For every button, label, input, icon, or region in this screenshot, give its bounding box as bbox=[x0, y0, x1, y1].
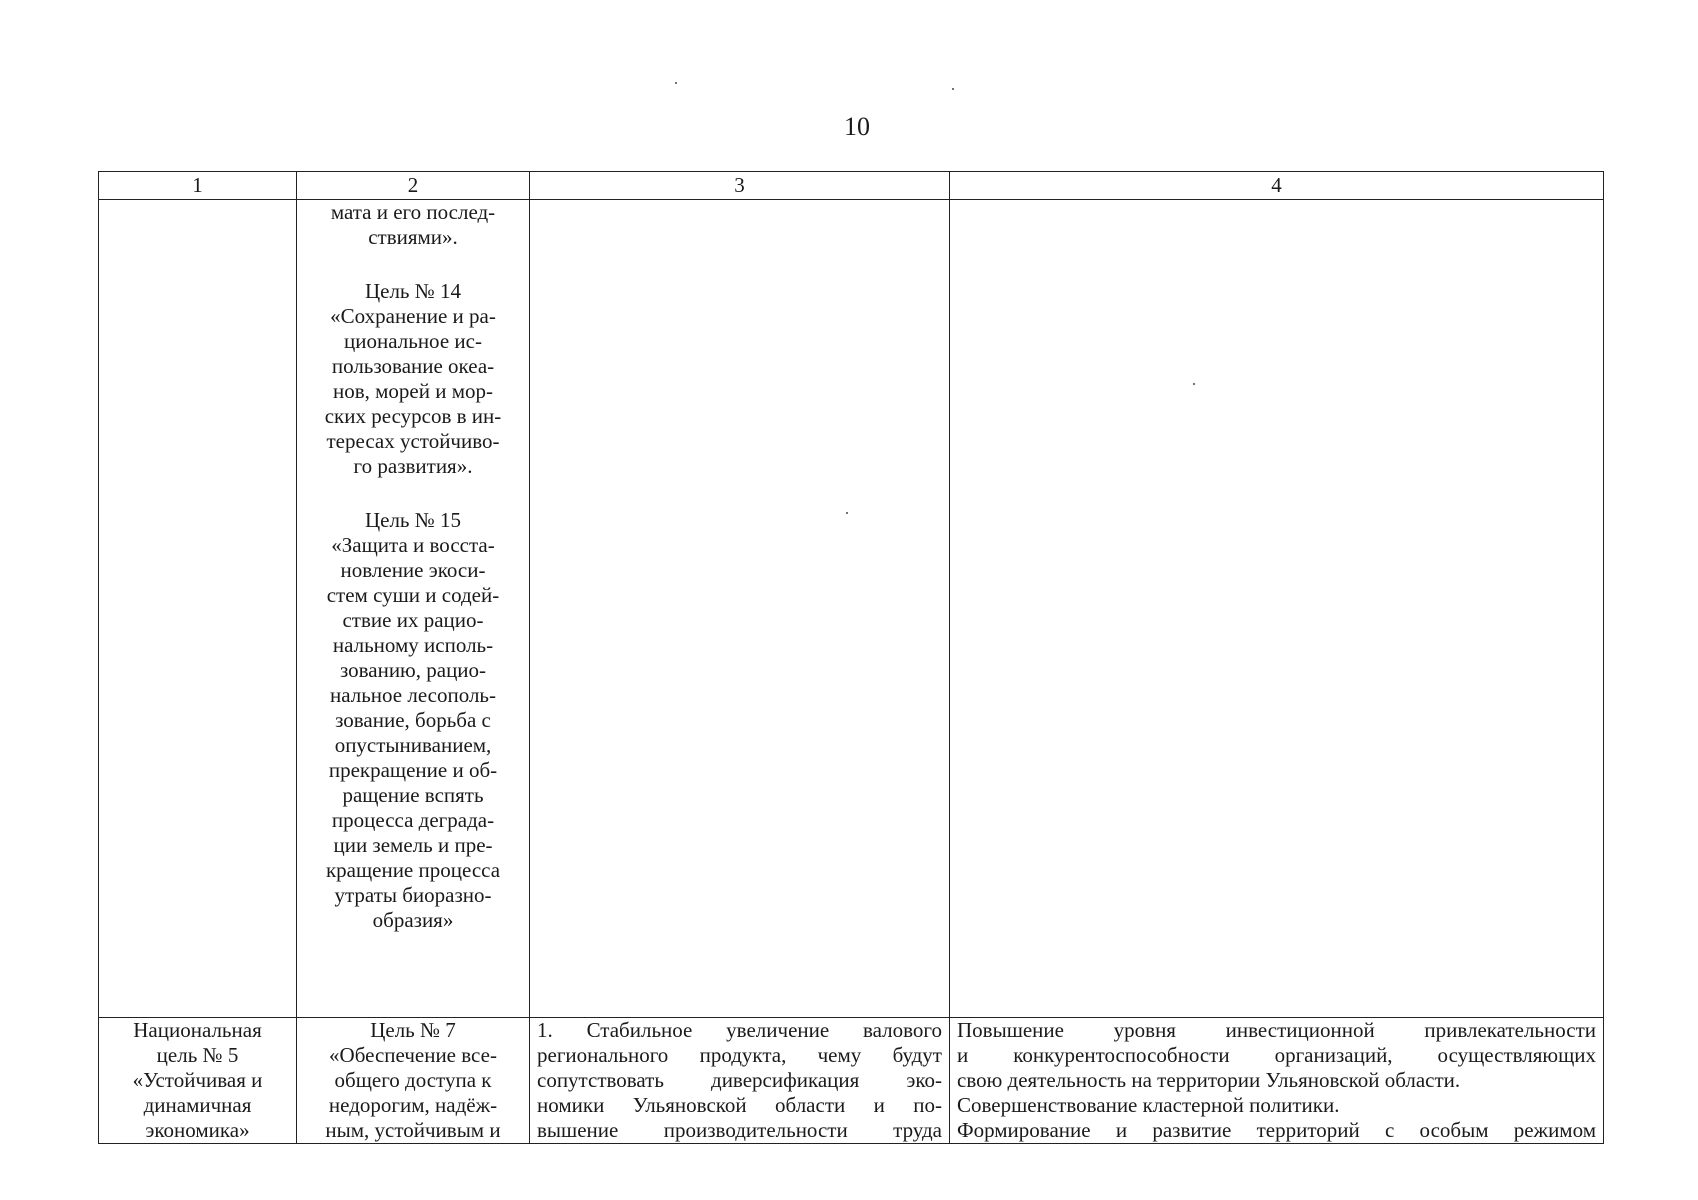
cell-line: динамичная bbox=[143, 1093, 252, 1117]
cell-line: «Защита и восста- bbox=[331, 533, 495, 557]
cell-line: нальное лесополь- bbox=[329, 683, 497, 707]
cell-line: «Обеспечение все- bbox=[329, 1043, 497, 1067]
cell-line: процесса деграда- bbox=[331, 808, 495, 832]
cell-line: зованию, рацио- bbox=[339, 658, 487, 682]
cell-line: стем суши и содей- bbox=[326, 583, 500, 607]
cell-line: «Сохранение и ра- bbox=[330, 304, 496, 328]
national-goal-cell bbox=[99, 1018, 297, 1144]
cell-line: Национальная bbox=[133, 1018, 262, 1042]
cell-line: цель № 5 bbox=[156, 1043, 239, 1067]
cell-line: Цель № 14 bbox=[364, 279, 462, 303]
column-number: 3 bbox=[530, 172, 950, 200]
cell-line: ным, устойчивым и bbox=[325, 1118, 501, 1142]
cell-line: ращение вспять bbox=[342, 783, 484, 807]
page-number: 10 bbox=[844, 112, 870, 141]
cell-line: пользование океа- bbox=[331, 354, 495, 378]
cell-line: зование, борьба с bbox=[335, 708, 491, 732]
cell-line: экономика» bbox=[145, 1118, 250, 1142]
measures-cell bbox=[950, 1018, 1604, 1144]
sdg-cell bbox=[297, 1018, 530, 1144]
cell-line: утраты биоразно- bbox=[334, 883, 492, 907]
cell-line: Цель № 7 bbox=[370, 1018, 456, 1042]
cell-line: вышение производительности труда bbox=[537, 1118, 942, 1142]
column-number: 2 bbox=[297, 172, 530, 200]
cell-line: Повышение уровня инвестиционной привлекательности bbox=[957, 1018, 1596, 1042]
cell-line: номики Ульяновской области и по- bbox=[537, 1093, 942, 1117]
cell-line: опустыниванием, bbox=[334, 733, 492, 757]
cell-line: общего доступа к bbox=[334, 1068, 492, 1092]
cell-line: Цель № 15 bbox=[364, 508, 462, 532]
cell-line: 1. Стабильное увеличение валового bbox=[537, 1018, 942, 1042]
cell-line: ствие их рацио- bbox=[342, 608, 484, 632]
sdg-cell bbox=[297, 200, 530, 1018]
column-number-row bbox=[99, 172, 1604, 200]
cell-line: тересах устойчиво- bbox=[326, 429, 500, 453]
cell-line: регионального продукта, чему будут bbox=[537, 1043, 942, 1067]
column-number: 4 bbox=[950, 172, 1604, 200]
cell-line: мата и его послед- bbox=[330, 200, 496, 224]
cell-line: и конкурентоспособности организаций, осуществляющих bbox=[957, 1043, 1596, 1067]
cell-line: недорогим, надёж- bbox=[328, 1093, 498, 1117]
table-row bbox=[99, 1018, 1604, 1144]
cell-line: го развития». bbox=[353, 454, 473, 478]
scan-speck bbox=[675, 82, 677, 84]
cell-line: ции земель и пре- bbox=[333, 833, 493, 857]
table-row bbox=[99, 200, 1604, 1018]
cell-line: нальному исполь- bbox=[332, 633, 494, 657]
scan-speck bbox=[952, 88, 954, 90]
cell-line: сопутствовать диверсификация эко- bbox=[537, 1068, 942, 1092]
cell-line: образия» bbox=[372, 908, 454, 932]
cell-line: ствиями». bbox=[368, 225, 458, 249]
cell-line: Совершенствование кластерной политики. bbox=[957, 1093, 1340, 1117]
outcome-cell bbox=[530, 1018, 950, 1144]
cell-line: ских ресурсов в ин- bbox=[324, 404, 502, 428]
cell-line: циональное ис- bbox=[344, 329, 482, 353]
measures-cell bbox=[950, 200, 1604, 1018]
cell-line: кращение процесса bbox=[325, 858, 501, 882]
cell-line: прекращение и об- bbox=[328, 758, 498, 782]
cell-line: свою деятельность на территории Ульяновской области. bbox=[957, 1068, 1461, 1092]
cell-line: нов, морей и мор- bbox=[332, 379, 494, 403]
cell-line: Формирование и развитие территорий с особым режимом bbox=[957, 1118, 1596, 1142]
column-number: 1 bbox=[99, 172, 297, 200]
national-goal-cell bbox=[99, 200, 297, 1018]
outcome-cell bbox=[530, 200, 950, 1018]
goals-table bbox=[98, 171, 1604, 1144]
cell-line: новление экоси- bbox=[340, 558, 486, 582]
cell-line: «Устойчивая и bbox=[132, 1068, 263, 1092]
